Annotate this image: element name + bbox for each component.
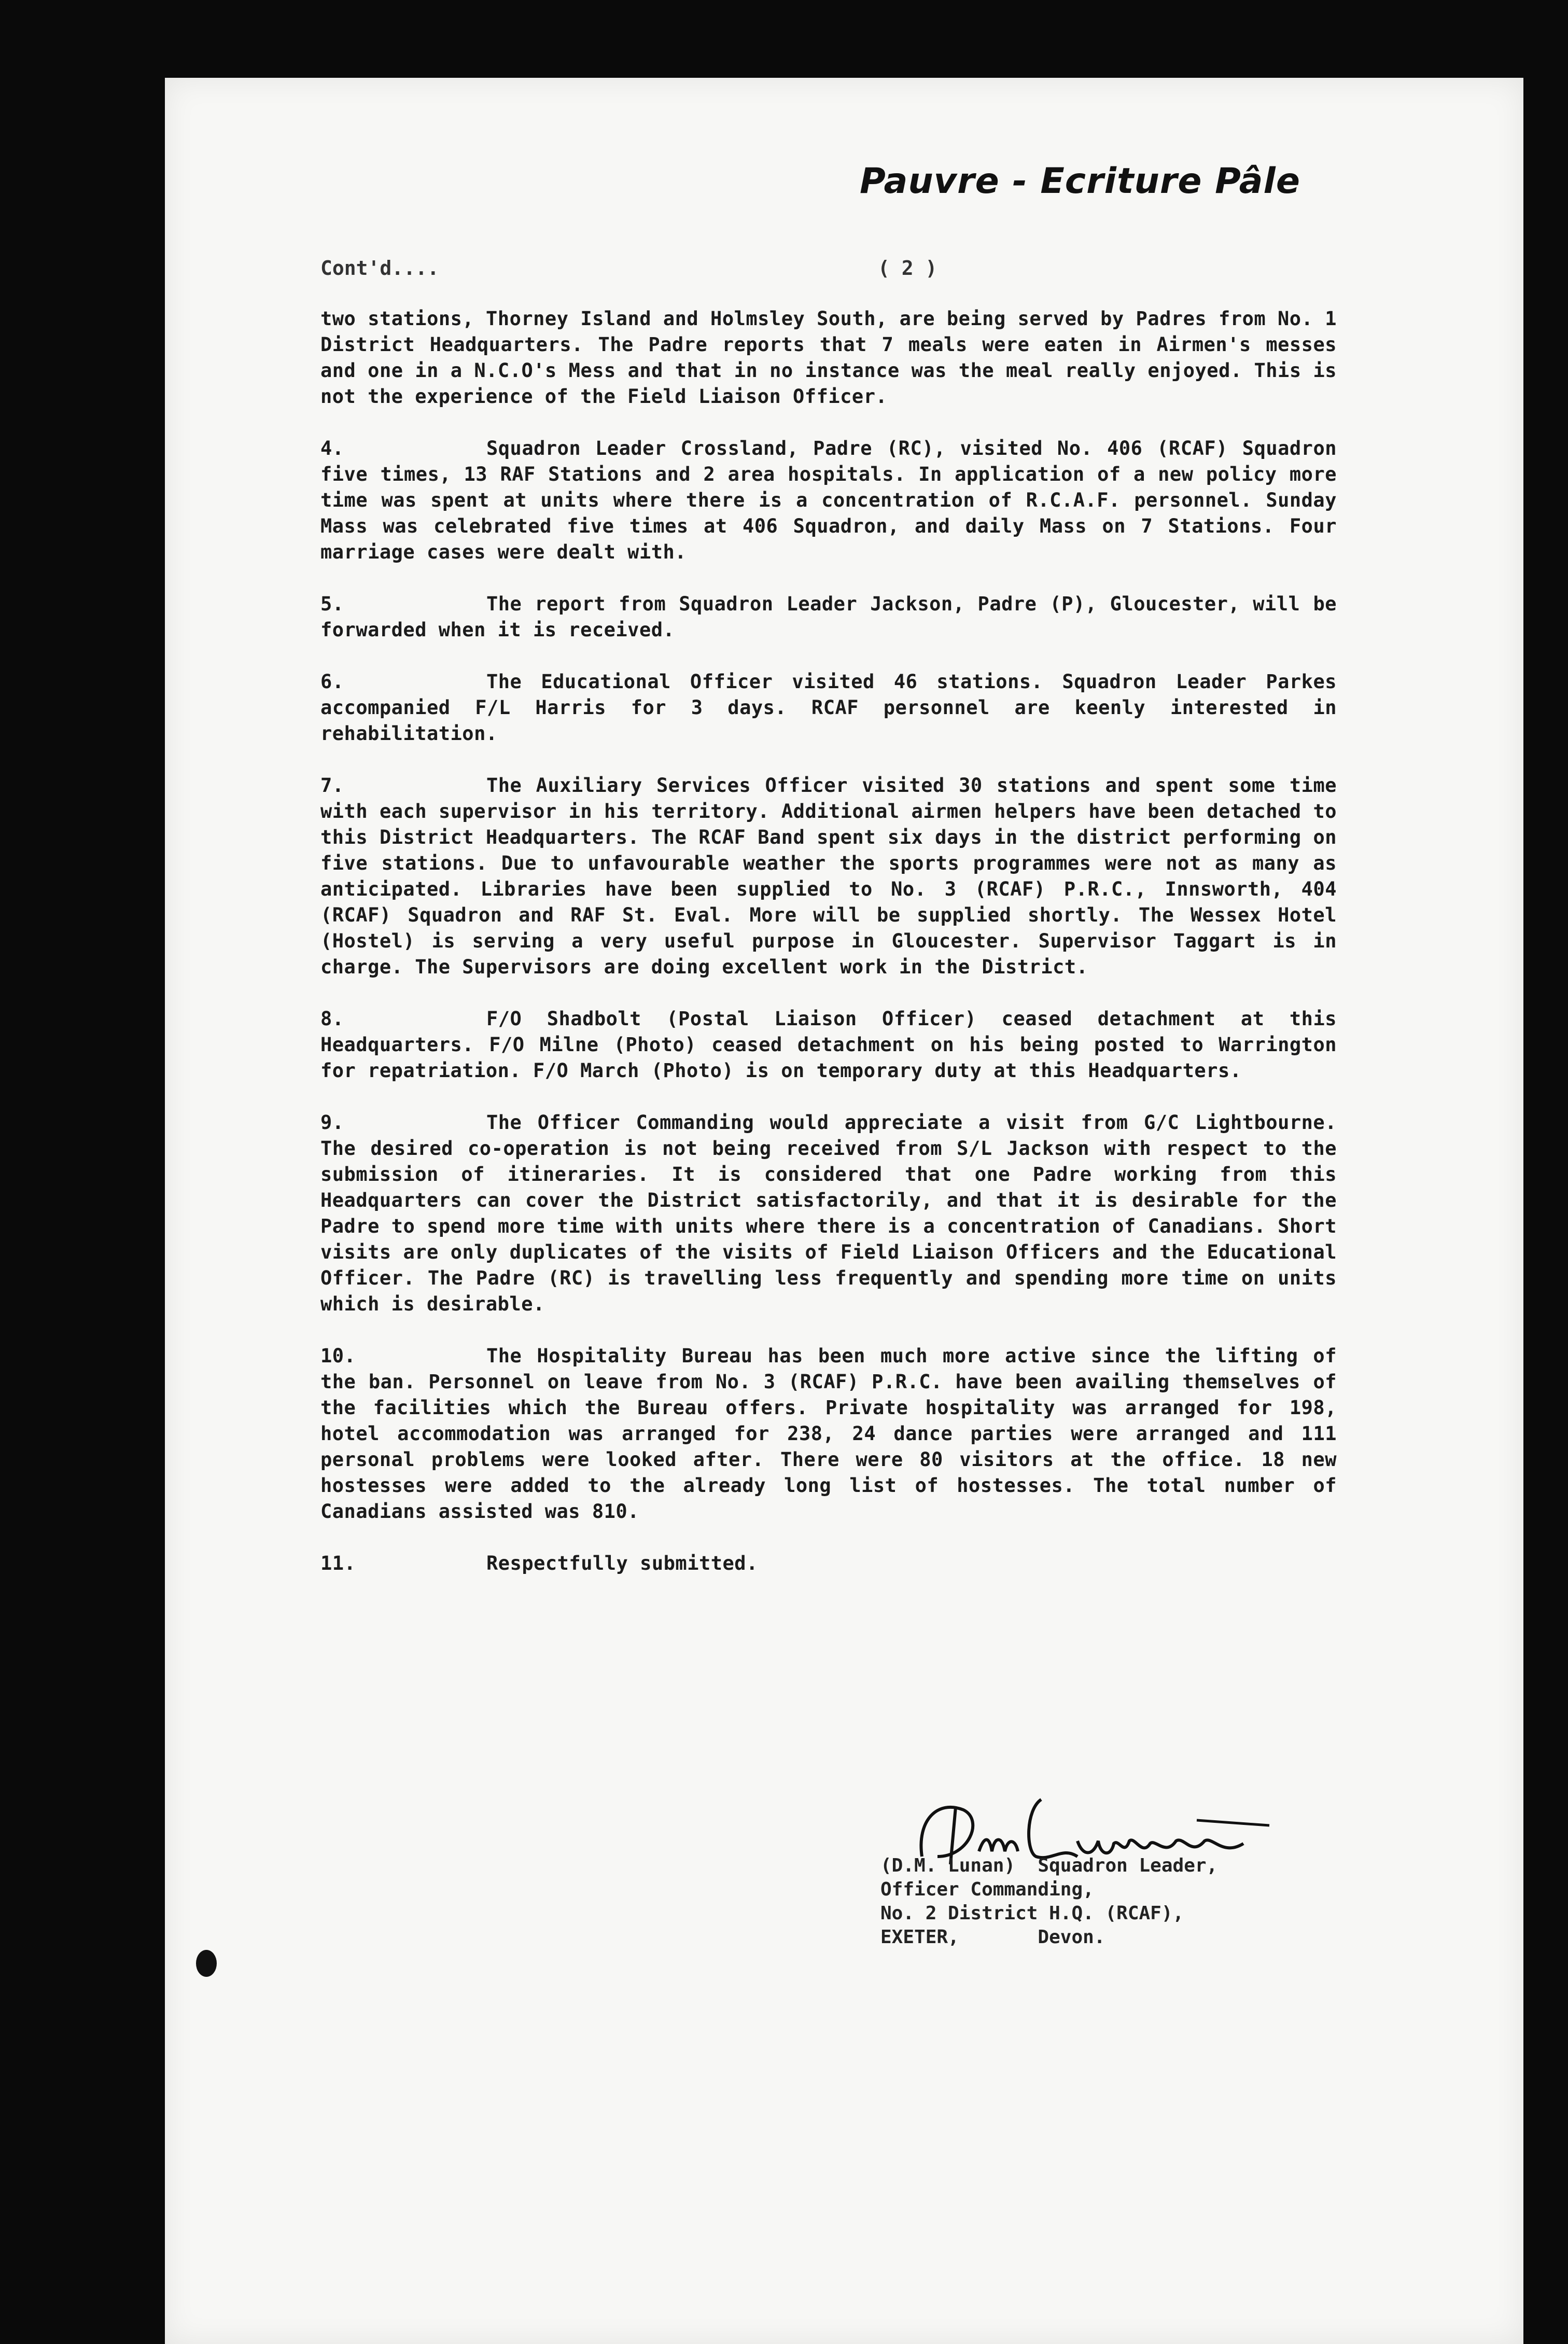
signature-line: EXETER, Devon.: [880, 1927, 1105, 1948]
signature-line: Officer Commanding,: [880, 1879, 1094, 1900]
paragraph-8: 8. F/O Shadbolt (Postal Liaison Officer) ceased detachment at this Headquarters. F/O Milne (Photo) ceased detachment on his being posted to Warrington for repatriation. F/O March (Photo) is on temporary duty at this Headquarters.: [320, 1006, 1337, 1084]
paragraph-number: 10.: [320, 1345, 356, 1367]
letter-body: [320, 306, 1337, 1602]
document-page: [165, 78, 1523, 2344]
paragraph-number: 4.: [320, 437, 344, 459]
paragraph-4: 4. Squadron Leader Crossland, Padre (RC), visited No. 406 (RCAF) Squadron five times, 13 RAF Stations and 2 area hospitals. In application of a new policy more time was spent at units where there is a concentration of R.C.A.F. personnel. Sunday Mass was celebrated five times at 406 Squadron, and daily Mass on 7 Stations. Four marriage cases were dealt with.: [320, 436, 1337, 565]
paragraph-11-closing: 11. Respectfully submitted.: [320, 1551, 1337, 1576]
continued-label: Cont'd....: [320, 257, 439, 280]
paragraph-number: 6.: [320, 671, 344, 693]
page-number: ( 2 ): [878, 257, 937, 280]
paragraph-3-continued: two stations, Thorney Island and Holmsley South, are being served by Padres from No. 1 District Headquarters. The Padre reports that 7 meals were eaten in Airmen's messes and one in a N.C.O's Mess and that in no instance was the meal really enjoyed. This is not the experience of the Field Liaison Officer.: [320, 308, 1337, 408]
paragraph-6: 6. The Educational Officer visited 46 stations. Squadron Leader Parkes accompanied F/L Harris for 3 days. RCAF personnel are keenly interested in rehabilitation.: [320, 669, 1337, 747]
paragraph-7: 7. The Auxiliary Services Officer visited 30 stations and spent some time with each supervisor in his territory. Additional airmen helpers have been detached to this District Headquarters. The RCAF Band spent six days in the district performing on five stations. Due to unfavourable weather the sports programmes were not as many as anticipated. Libraries have been supplied to No. 3 (RCAF) P.R.C., Innsworth, 404 (RCAF) Squadron and RAF St. Eval. More will be supplied shortly. The Wessex Hotel (Hostel) is serving a very useful purpose in Gloucester. Supervisor Taggart is in charge. The Supervisors are doing excellent work in the District.: [320, 773, 1337, 980]
paragraph-9: 9. The Officer Commanding would appreciate a visit from G/C Lightbourne. The desired co-operation is not being received from S/L Jackson with respect to the submission of itineraries. It is considered that one Padre working from this Headquarters can cover the District satisfactorily, and that it is desirable for the Padre to spend more time with units where there is a concentration of Canadians. Short visits are only duplicates of the visits of Field Liaison Officers and the Educational Officer. The Padre (RC) is travelling less frequently and spending more time on units which is desirable.: [320, 1110, 1337, 1317]
paragraph-number: 9.: [320, 1111, 344, 1134]
paragraph-5: 5. The report from Squadron Leader Jackson, Padre (P), Gloucester, will be forwarded when it is received.: [320, 591, 1337, 643]
paragraph-number: 5.: [320, 593, 344, 615]
paragraph-number: 7.: [320, 774, 344, 797]
paragraph-number: 8.: [320, 1008, 344, 1030]
signature-line: (D.M. Lunan) Squadron Leader,: [880, 1855, 1218, 1876]
punch-hole-mark: [196, 1950, 217, 1977]
signature-line: No. 2 District H.Q. (RCAF),: [880, 1903, 1184, 1924]
paragraph-10: 10. The Hospitality Bureau has been much more active since the lifting of the ban. Personnel on leave from No. 3 (RCAF) P.R.C. have been availing themselves of the facilities which the Bureau offers. Private hospitality was arranged for 198, hotel accommodation was arranged for 238, 24 dance parties were arranged and 111 personal problems were looked after. There were 80 visitors at the office. 18 new hostesses were added to the already long list of hostesses. The total number of Canadians assisted was 810.: [320, 1343, 1337, 1525]
signature-block: [880, 1854, 1217, 1949]
handwritten-annotation: Pauvre - Ecriture Pâle: [860, 161, 1300, 202]
paragraph-number: 11.: [320, 1552, 356, 1574]
